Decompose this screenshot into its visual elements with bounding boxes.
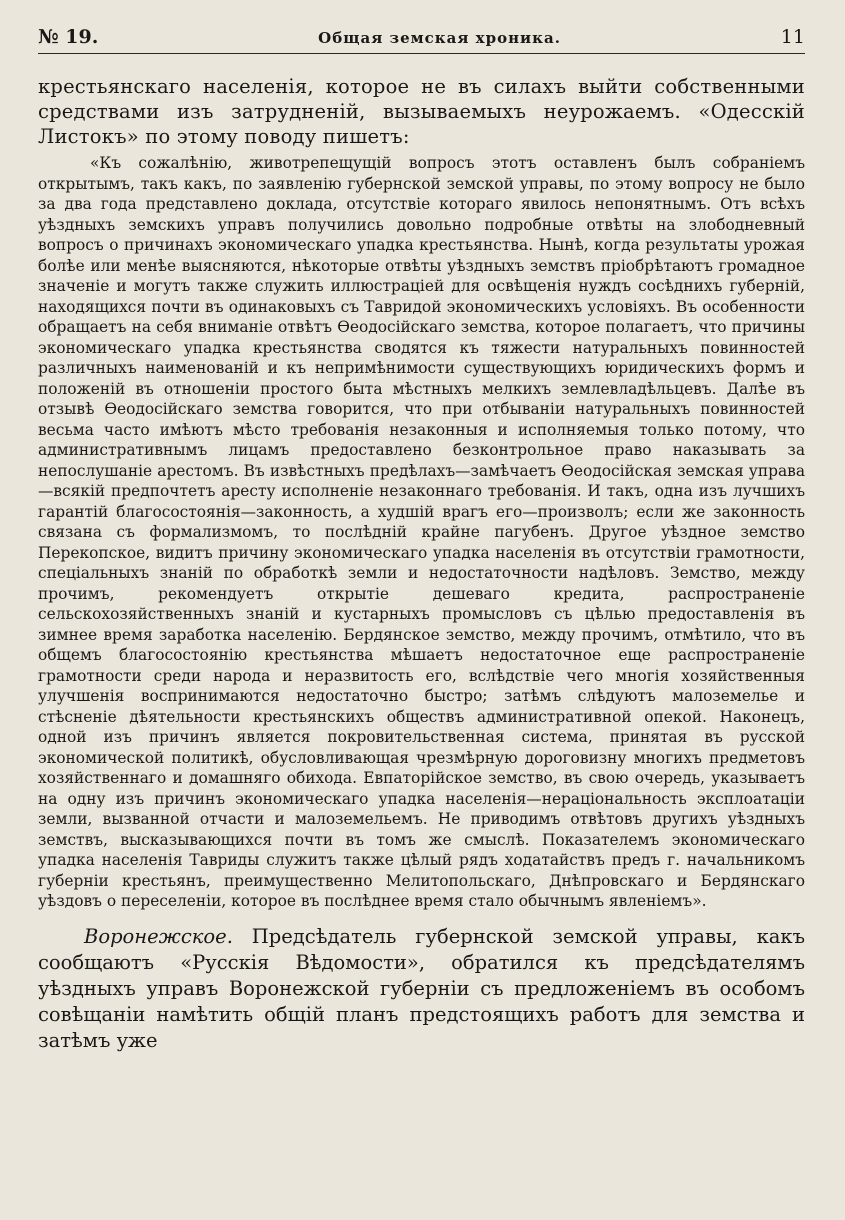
section-text: Предсѣдатель губернской земской управы, какъ сообщаютъ «Русскія Вѣдомости», обратился къ предсѣдателямъ уѣздныхъ управъ Воронежской губерніи съ предложеніемъ въ особомъ совѣщаніи намѣтить общій планъ предстоящихъ работъ для земства и затѣмъ уже [38,924,805,1052]
section-paragraph [38,924,805,1054]
section-place: Воронежское. [84,924,233,948]
intro-paragraph [38,74,805,149]
running-header [38,26,805,54]
quoted-article [38,153,805,912]
issue-number: № 19. [38,26,99,48]
intro-text: крестьянскаго населенія, которое не въ силахъ выйти собственными средствами изъ затрудненій, вызываемыхъ неурожаемъ. «Одесскій Листокъ» по этому поводу пишетъ: [38,75,805,148]
section-title: Общая земская хроника. [318,29,561,47]
voronezh-section [38,924,805,1054]
quote-text: «Къ сожалѣнію, животрепещущій вопросъ этотъ оставленъ былъ собраніемъ открытымъ, такъ какъ, по заявленію губернской земской управы, по этому вопросу не было за два года представлено доклада, отсутствіе котораго явилось непонятнымъ. Отъ всѣхъ уѣздныхъ земскихъ управъ получились довольно подробные отвѣты на злободневный вопросъ о причинахъ экономическаго упадка крестьянства. Нынѣ, когда результаты урожая болѣе или менѣе выясняются, нѣкоторые отвѣты уѣздныхъ земствъ пріобрѣтаютъ громадное значеніе и могутъ также служить иллюстраціей для освѣщенія нуждъ сосѣднихъ губерній, находящихся почти въ одинаковыхъ съ Тавридой экономическихъ условіяхъ. Въ особенности обращаетъ на себя вниманіе отвѣтъ Ѳеодосійскаго земства, которое полагаетъ, что причины экономическаго упадка крестьянства сводятся къ тяжести натуральныхъ повинностей различныхъ наименованій и къ непримѣнимости существующихъ юридическихъ формъ и положеній въ отношеніи простого быта мѣстныхъ мелкихъ землевладѣльцевъ. Далѣе въ отзывѣ Ѳеодосійскаго земства говорится, что при отбываніи натуральныхъ повинностей весьма часто имѣютъ мѣсто требованія незаконныя и исполняемыя только потому, что административнымъ лицамъ предоставлено безконтрольное право наказывать за непослушаніе арестомъ. Въ извѣстныхъ предѣлахъ—замѣчаетъ Ѳеодосійская земская управа—всякій предпочтетъ аресту исполненіе незаконнаго требованія. И такъ, одна изъ лучшихъ гарантій благосостоянія—законность, а худшій врагъ его—произволъ; если же законность связана съ формализмомъ, то послѣдній крайне пагубенъ. Другое уѣздное земство Перекопское, видитъ причину экономическаго упадка населенія въ отсутствіи грамотности, спеціальныхъ знаній по обработкѣ земли и недостаточности надѣловъ. Земство, между прочимъ, рекомендуетъ открытіе дешеваго кредита, распространеніе сельскохозяйственныхъ знаній и кустарныхъ промысловъ съ цѣлью предоставленія въ зимнее время заработка населенію. Бердянское земство, между прочимъ, отмѣтило, что въ общемъ благосостоянію крестьянства мѣшаетъ недостаточное еще распространеніе грамотности среди народа и неразвитость его, вслѣдствіе чего многія хозяйственныя улучшенія воспринимаются недостаточно быстро; затѣмъ слѣдуютъ малоземелье и стѣсненіе дѣятельности крестьянскихъ обществъ административной опекой. Наконецъ, одной изъ причинъ является покровительственная система, принятая въ русской экономической политикѣ, обусловливающая чрезмѣрную дороговизну многихъ предметовъ хозяйственнаго и домашняго обихода. Евпаторійское земство, въ свою очередь, указываетъ на одну изъ причинъ экономическаго упадка населенія—нераціональность эксплоатаціи земли, вызванной отчасти и малоземельемъ. Не приводимъ отвѣтовъ другихъ уѣздныхъ земствъ, высказывающихся почти въ томъ же смыслѣ. Показателемъ экономическаго упадка населенія Тавриды служитъ также цѣлый рядъ ходатайствъ предъ г. начальникомъ губерніи крестьянъ, преимущественно Мелитопольскаго, Днѣпровскаго и Бердянскаго уѣздовъ о переселеніи, которое въ послѣднее время стало обычнымъ явленіемъ». [38,154,805,910]
page-number: 11 [780,26,805,48]
